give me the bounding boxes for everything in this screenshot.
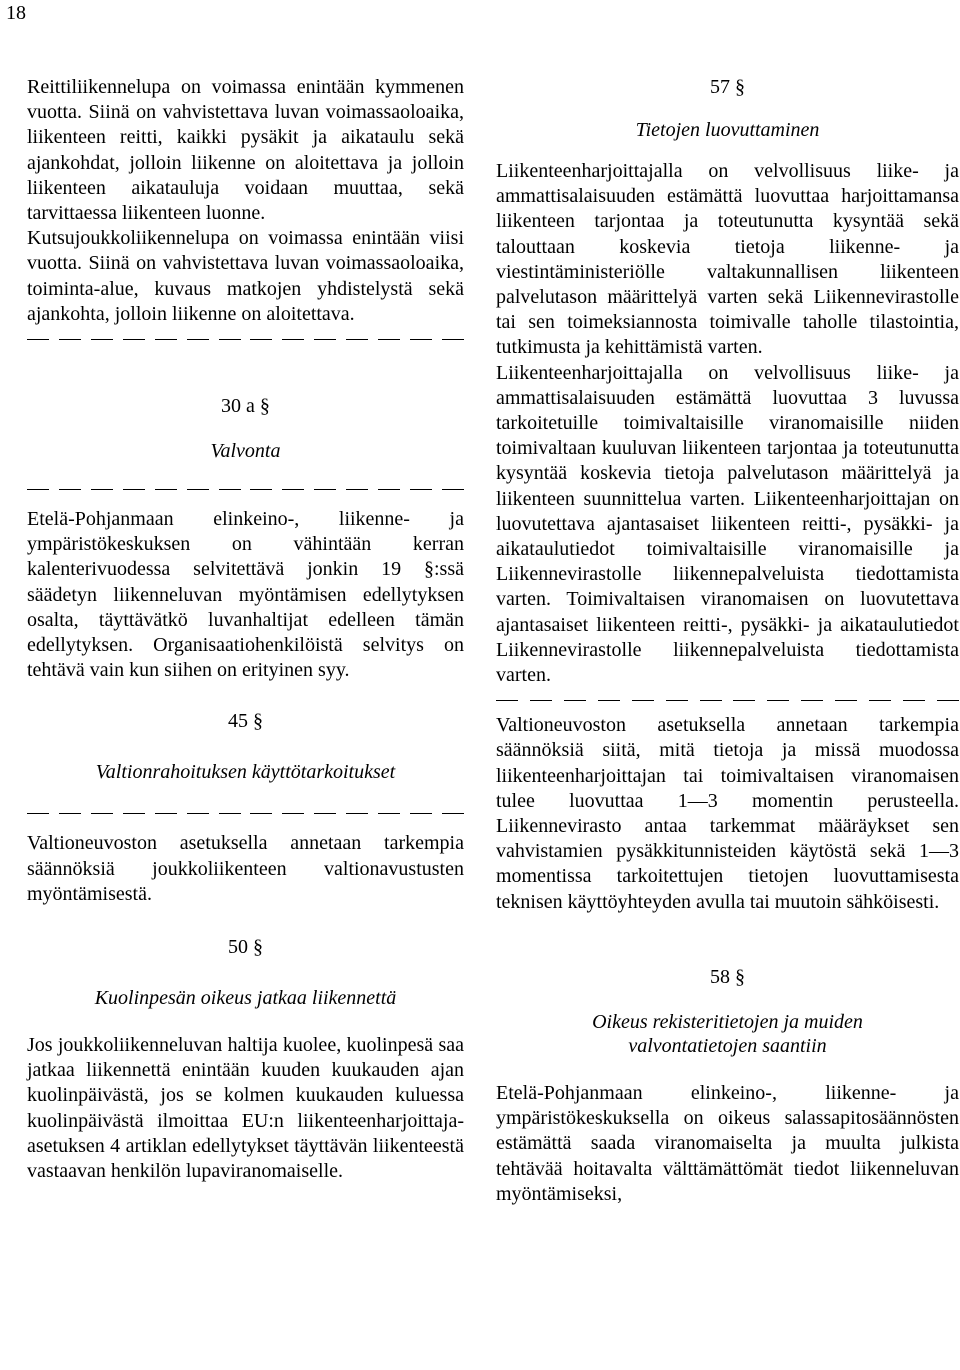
section-title: Valvonta (210, 440, 281, 463)
paragraph: Etelä-Pohjanmaan elinkeino-, liikenne- ja ympäristökeskuksen on vähintään kerran kalenterivuodessa selvitettävä jonkin 19 §:ssä säädetyn liikenneluvan myöntämisen edellytyksen osalta, täyttävätkö luvanhaltijat edelleen tämän edellytyksen. Organisaatiohenkilöistä selvitys on tehtävä vain kun siihen on erityinen syy. (27, 508, 464, 682)
section-number: 57 § (710, 76, 745, 98)
omission-dashes (496, 688, 959, 713)
section-title: Kuolinpesän oikeus jatkaa liikennettä (94, 987, 397, 1010)
left-column (27, 75, 464, 1184)
section-number: 50 § (228, 936, 263, 959)
paragraph: Valtioneuvoston asetuksella annetaan tarkempia säännöksiä siitä, mitä tietoja ja missä muodossa liikenteenharjoittajan tai toimivaltaisen viranomaisen tulee luovuttaa 1—3 momentin perusteella. Liikennevirasto antaa tarkemmat määräykset sen vahvistamien pysäkkitunnisteiden käytöstä sekä 1—3 momentissa tarkoitettujen tietojen luovuttamisesta teknisen käyttöyhteyden avulla tai muutoin sähköisesti. (496, 714, 959, 913)
paragraph: Valtioneuvoston asetuksella annetaan tarkempia säännöksiä joukkoliikenteen valtionavustusten myöntämisestä. (27, 832, 464, 905)
paragraph: Reittiliikennelupa on voimassa enintään kymmenen vuotta. Siinä on vahvistettava luvan voimassaoloaika, liikenteen reitti, kaikki pysäkit ja aikataulu sekä ajankohdat, jolloin liikenne on aloitettava ja jolloin liikenteen aikatauluja voidaan muuttaa, sekä tarvittaessa liikenteen luonne. (27, 76, 464, 225)
right-column (496, 75, 959, 1207)
section-number: 45 § (228, 710, 263, 733)
section-title: Oikeus rekisteritietojen ja muiden valvontatietojen saantiin (592, 1010, 863, 1057)
omission-dashes (27, 327, 464, 352)
section-title: Tietojen luovuttaminen (635, 119, 820, 141)
paragraph: Liikenteenharjoittajalla on velvollisuus liike- ja ammattisalaisuuden estämättä luovuttaa harjoittamansa liikenteen tarjontaa ja toteutunutta kysyntää sekä talouttaan koskevia tietoja liikenne- ja viestintäministeriölle valtakunnallisen liikenteen palvelutason määrittelyä varten sekä Liikennevirastolle tai sen toimeksiannosta toimivalle taholle tilastointia, tutkimusta ja kehittämistä varten. (496, 160, 959, 359)
omission-dashes (27, 477, 464, 502)
paragraph: Etelä-Pohjanmaan elinkeino-, liikenne- ja ympäristökeskuksella on oikeus salassapitosäännösten estämättä saada viranomaiselta ja muulta julkista tehtävää hoitavalta välttämättömät tiedot liikenneluvan myöntämiseksi, (496, 1081, 959, 1205)
omission-dashes (27, 801, 464, 826)
paragraph: Jos joukkoliikenneluvan haltija kuolee, kuolinpesä saa jatkaa liikennettä enintään kuuden kuukauden ajan kuolinpäivästä, jos se kolmen kuukauden kuluessa kuolinpäivästä ilmoittaa EU:n liikenteenharjoittaja-asetuksen 4 artiklan edellytykset täyttävän liikenteestä vastaavan henkilön lupaviranomaiselle. (27, 1034, 464, 1183)
page-number: 18 (6, 2, 26, 24)
section-number: 58 § (710, 965, 745, 988)
section-number: 30 a § (221, 395, 270, 418)
paragraph: Liikenteenharjoittajalla on velvollisuus liike- ja ammattisalaisuuden estämättä luovuttaa 3 luvussa tarkoitetuille toimivaltaisille viranomaisille niiden toimivaltaan kuuluvan liikenteen tarjontaa ja toteutunutta kysyntää koskevia tietoja palvelutason määrittelyä ja liikenteen suunnittelua varten. Liikenteenharjoittajan on luovutettava ajantasaiset liikenteen reitti-, pysäkki- ja aikataulutiedot toimivaltaisille viranomaisille ja Liikennevirastolle liikennepalveluista tiedottamista varten. Toimivaltaisen viranomaisen on luovutettava ajantasaiset liikenteen reitti-, pysäkki- ja aikataulutiedot Liikennevirastolle liikennepalveluista tiedottamista varten. (496, 361, 959, 687)
paragraph: Kutsujoukkoliikennelupa on voimassa enintään viisi vuotta. Siinä on vahvistettava luvan voimassaoloaika, toiminta-alue, kuvaus matkojen yhdistelystä sekä ajankohta, jolloin liikenne on aloitettava. (27, 227, 464, 325)
section-title: Valtionrahoituksen käyttötarkoitukset (95, 761, 396, 784)
